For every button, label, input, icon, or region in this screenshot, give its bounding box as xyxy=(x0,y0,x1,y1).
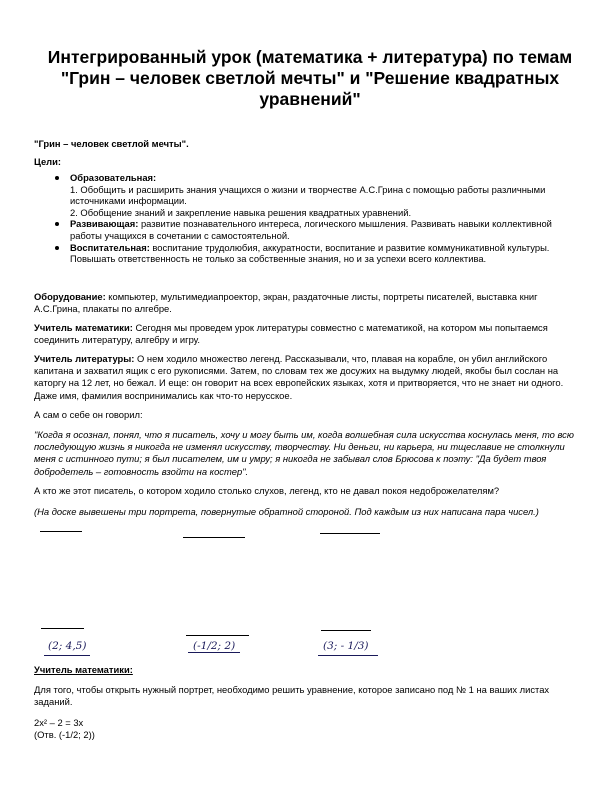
goal-text: развитие познавательного интереса, логического мышления. Развивать навыки коллективной работы учащихся в сочетании с самостоятельной. xyxy=(70,218,552,241)
portrait-3-bottom-line xyxy=(321,630,371,631)
equation: 2x² – 2 = 3x xyxy=(34,717,84,728)
pair-2-underline xyxy=(188,652,240,653)
pair-1-label: (2; 4,5) xyxy=(48,640,87,652)
answer: (Отв. (-1/2; 2)) xyxy=(34,729,95,740)
goal-text: воспитание трудолюбия, аккуратности, воспитание и развитие коммуникативной культуры. Повышать ответственность не только за собственные знания, но и за успехи всего коллектива. xyxy=(70,241,550,265)
pair-3-label: (3; - 1/3) xyxy=(323,640,369,652)
goal-line: 2. Обобщение знаний и закрепление навыка решения квадратных уравнений. xyxy=(70,206,412,218)
goals-list xyxy=(52,172,576,265)
portrait-1-top-line xyxy=(40,531,82,532)
board-note: (На доске вывешены три портрета, повернутые обратной стороной. Под каждым из них написана пара чисел.) xyxy=(34,506,539,517)
section-subtitle: "Грин – человек светлой мечты". xyxy=(34,138,189,149)
pair-2 xyxy=(193,640,235,652)
question: А кто же этот писатель, о котором ходило столько слухов, легенд, кто не давал покоя недоброжелателям? xyxy=(34,485,500,496)
portrait-2-bottom-line xyxy=(186,635,249,636)
goal-label: Развивающая: xyxy=(70,218,139,230)
portrait-3-top-line xyxy=(320,533,380,534)
goals-label: Цели: xyxy=(34,156,62,167)
instruction: Для того, чтобы открыть нужный портрет, необходимо решить уравнение, которое записано под № 1 на ваших листах заданий. xyxy=(34,684,550,708)
equipment-label: Оборудование: xyxy=(34,291,106,302)
pair-1-underline xyxy=(44,655,90,656)
lit-teacher-label: Учитель литературы: xyxy=(34,353,135,364)
pair-1 xyxy=(48,640,86,652)
equipment-text: компьютер, мультимедиапроектор, экран, раздаточные листы, портреты писателей, выставка книг А.С.Грина, плакаты по алгебре. xyxy=(34,291,538,315)
math-teacher-paragraph xyxy=(34,322,574,346)
lit-teacher-text: О нем ходило множество легенд. Рассказывали, что, плавая на корабле, он убил английского капитана и захватил ящик с его рукописями. Затем, по словам тех же досужих на выдумку людей, якобы был сослан на каторгу на 12 лет, но бежал. И еще: он говорит на всех европейских языках, хотя и притворяется, что не знает ни одного. Даже имя, фамилия воспринимались как что-то нерусское. xyxy=(34,353,564,401)
goal-developing xyxy=(52,218,576,241)
goal-educational xyxy=(52,172,576,218)
portrait-1-bottom-line xyxy=(41,628,84,629)
goal-line: 1. Обобщить и расширить знания учащихся о жизни и творчестве А.С.Грина с помощью работы различными источниками информации. xyxy=(70,183,546,207)
goal-upbringing xyxy=(52,242,576,265)
math-teacher-text: Сегодня мы проведем урок литературы совместно с математикой, на котором мы попытаемся соединить литературу, алгебру и игру. xyxy=(34,322,548,346)
equipment-paragraph xyxy=(34,291,574,315)
math-teacher-label: Учитель математики: xyxy=(34,322,133,333)
pair-2-label: (-1/2; 2) xyxy=(193,640,236,652)
pair-3 xyxy=(323,640,369,652)
page-title: Интегрированный урок (математика + литература) по темам "Грин – человек светлой мечты" и "Решение квадратных уравнений" xyxy=(47,47,573,109)
goal-label: Образовательная: xyxy=(70,172,157,183)
lit-teacher-paragraph xyxy=(34,353,574,402)
quote: "Когда я осознал, понял, что я писатель, хочу и могу быть им, когда волшебная сила искусства коснулась меня, то всю последующую жизнь я никогда не изменял искусству, творчеству. Ни деньги, ни карьера, ни тщеславие не столкнули меня с истинного пути; я был писателем, им и умру; я никогда не забывал слов Брюсова к поэту: "Да будет твоя добродетель – готовность взойти на костер". xyxy=(34,429,574,477)
pair-3-underline xyxy=(318,655,378,656)
self-said: А сам о себе он говорил: xyxy=(34,409,143,420)
goal-label: Воспитательная: xyxy=(70,241,150,253)
portrait-2-top-line xyxy=(183,537,245,538)
math-teacher-2-label: Учитель математики: xyxy=(34,664,133,675)
